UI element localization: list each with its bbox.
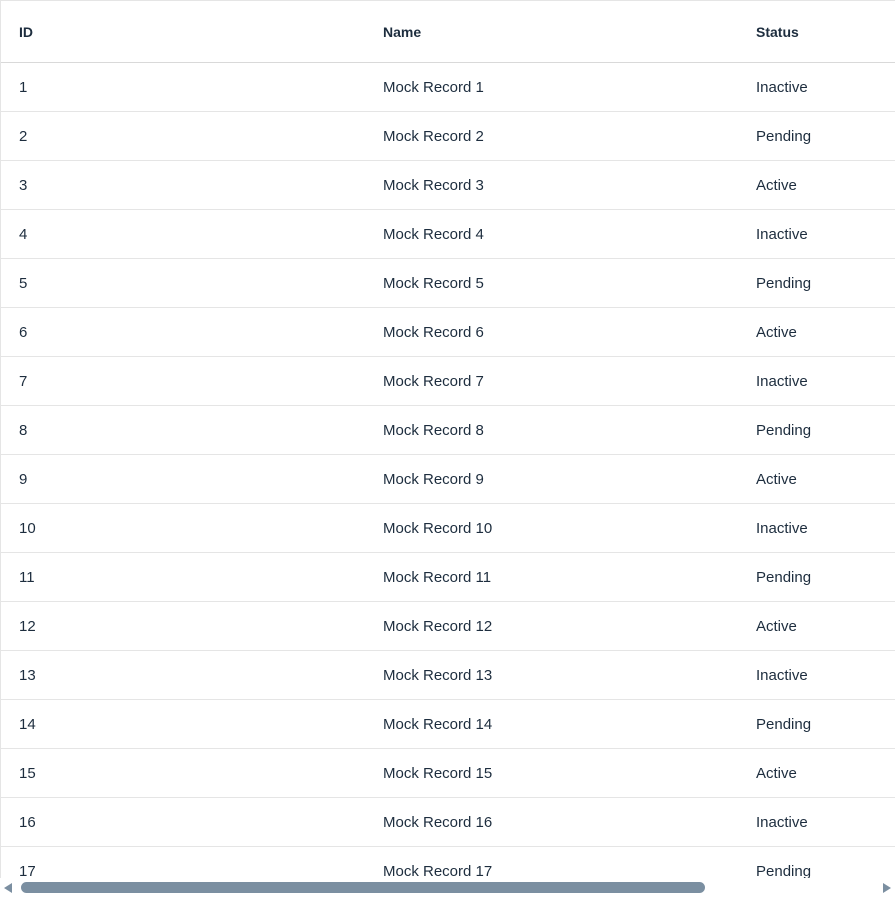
cell-name: Mock Record 14 [383,715,493,733]
scrollbar-track[interactable] [18,882,877,893]
cell-name: Mock Record 11 [383,568,492,586]
column-header-id[interactable]: ID [19,23,33,40]
cell-id: 5 [19,274,28,292]
cell-id: 3 [19,176,28,194]
scrollbar-thumb[interactable] [21,882,705,893]
table-row[interactable] [1,112,895,161]
cell-id: 10 [19,519,36,537]
cell-status: Inactive [756,225,808,243]
cell-status: Pending [756,274,812,292]
cell-id: 12 [19,617,36,635]
table-row[interactable] [1,553,895,602]
cell-status: Pending [756,421,812,439]
cell-id: 13 [19,666,36,684]
cell-id: 17 [19,862,36,878]
cell-id: 4 [19,225,28,243]
cell-status: Inactive [756,813,808,831]
table-row[interactable] [1,700,895,749]
cell-status: Inactive [756,78,808,96]
cell-id: 9 [19,470,28,488]
cell-id: 6 [19,323,28,341]
caret-right-icon[interactable] [883,883,891,893]
cell-name: Mock Record 7 [383,372,484,390]
caret-left-icon[interactable] [4,883,12,893]
table-row[interactable] [1,504,895,553]
cell-name: Mock Record 17 [383,862,493,878]
cell-status: Active [756,617,797,635]
cell-status: Active [756,323,797,341]
table-row[interactable] [1,847,895,878]
table-row[interactable] [1,798,895,847]
column-header-name[interactable]: Name [383,23,422,40]
cell-status: Pending [756,127,812,145]
cell-name: Mock Record 12 [383,617,493,635]
cell-status: Inactive [756,666,808,684]
table-row[interactable] [1,161,895,210]
cell-id: 8 [19,421,28,439]
cell-name: Mock Record 3 [383,176,484,194]
table-body [1,63,895,878]
cell-status: Active [756,176,797,194]
cell-status: Pending [756,862,812,878]
cell-status: Inactive [756,519,808,537]
column-header-status[interactable]: Status [756,23,799,40]
cell-name: Mock Record 2 [383,127,484,145]
cell-id: 1 [19,78,28,96]
table-row[interactable] [1,749,895,798]
cell-name: Mock Record 16 [383,813,493,831]
cell-name: Mock Record 10 [383,519,493,537]
cell-status: Inactive [756,372,808,390]
cell-name: Mock Record 5 [383,274,484,292]
table-row[interactable] [1,406,895,455]
cell-status: Active [756,470,797,488]
cell-id: 7 [19,372,28,390]
cell-name: Mock Record 15 [383,764,493,782]
table-header-row [1,1,895,63]
cell-status: Pending [756,715,812,733]
table-row[interactable] [1,455,895,504]
cell-id: 11 [19,568,35,586]
cell-name: Mock Record 6 [383,323,484,341]
cell-id: 2 [19,127,28,145]
cell-name: Mock Record 9 [383,470,484,488]
table-row[interactable] [1,259,895,308]
table-row[interactable] [1,651,895,700]
table-row[interactable] [1,210,895,259]
table-row[interactable] [1,63,895,112]
cell-name: Mock Record 13 [383,666,493,684]
table-row[interactable] [1,308,895,357]
cell-status: Pending [756,568,812,586]
cell-id: 14 [19,715,36,733]
horizontal-scrollbar[interactable] [0,878,895,900]
cell-name: Mock Record 1 [383,78,484,96]
table-row[interactable] [1,602,895,651]
table-row[interactable] [1,357,895,406]
cell-name: Mock Record 4 [383,225,484,243]
cell-name: Mock Record 8 [383,421,484,439]
cell-id: 15 [19,764,36,782]
cell-status: Active [756,764,797,782]
cell-id: 16 [19,813,36,831]
